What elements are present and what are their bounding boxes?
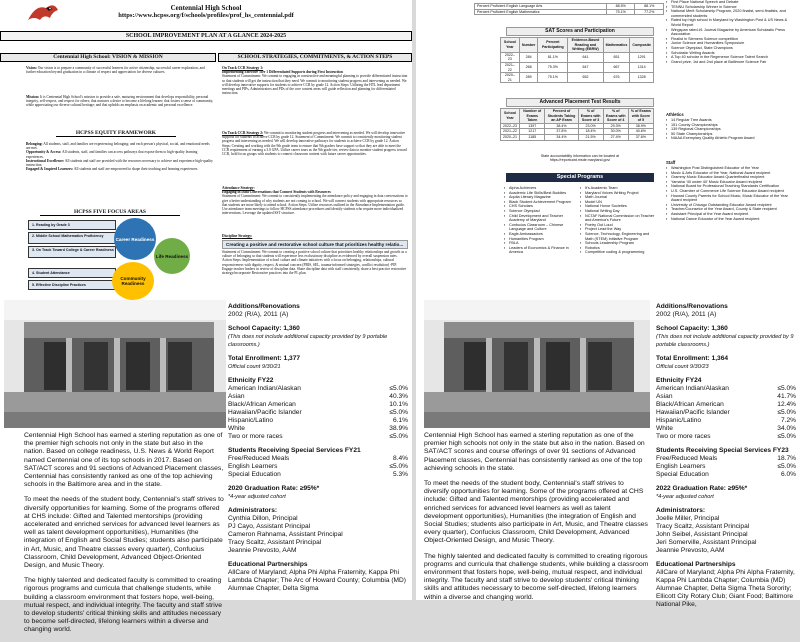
equity-framework-list: Belonging: All students, staff, and families are experiencing belonging; and each person's physical, social, and emotional needs are met. Opportunity & Access: All students, staff, and families can access pathways that expose them to high-quality learning experiences. Instructional Excellence: All students and staff are provided with the resources necessary to achieve and experience high-quality instruction. Engaged & Inspired Learners: All students and staff are empowered to shape their teaching and learning experiences. <box>26 142 213 172</box>
table-row: English Learners ≤5.0% <box>656 463 796 470</box>
ccr-strategy-1: On Track CCR Strategy 1: Implementing Effective Tier 1 Differentiated Supports during First Instruction Statement of Commitment: We commit to engaging in constructive and meaningful planning to provide differentiated instruction so that students will get the instruction that they need. We commit to monitoring student progress and intervening as needed. We will develop innovative supports for students to achieve CCR by grade 12. Action Steps: Utilizing the HTL lead department meetings and PIPs, Administrators and PDs of the core content areas will guide reflection and planning for differentiated instruction. <box>222 66 408 96</box>
list-item: ▪ National Merit Scholarship Program, 2020 finalist, semi-finalists, and commended students <box>666 9 798 18</box>
special-programs-title: Special Programs <box>506 173 654 182</box>
list-item: ▪ U.S. Chamber of Commerce Life Science Educator Award recipient <box>666 189 798 194</box>
table-row: White 38.9% <box>228 425 408 432</box>
list-item: ▪ NCTAF National Commission on Teacher and America's Future <box>580 214 656 223</box>
table-header-row: School Year Number of Exams Taken Percent of Students Taking an AP Exam % of Exams with Score of 3 % of Exams with Score of 4 % of Exams with Score of 5 <box>501 109 654 124</box>
table-row: 2020–21 289 75.1% 652 676 1328 <box>501 73 654 83</box>
list-item: ▪ Grammy Music Educator Award Quarterfinalist recipient <box>666 175 798 180</box>
school-description-newer: Centennial High School has earned a sterling reputation as one of the premier high schools not only in the state but also in the nation. Based on SAT/ACT scores and course offerings of over 91 sections of Advanced Placement classes, Centennial has consistently ranked as one of the top achieving schools in the state. To meet the needs of the student body, Centennial's staff strives to diversify opportunities for learning. Some of the programs offered at CHS include: Gifted and Talented mentorships (providing accelerated and enriched services for advanced level learners as well as talent development opportunities), Humanities (the integration of English and Social Studies; students also participate in Art, Music, and Theatre classes every quarter), Confucius Classroom, Child Development, Advanced Object-Oriented Design, and Music Theory. The highly talented and dedicated faculty is committed to creating rigorous programs and curricula that challenge students, while building a classroom environment that fosters hope, well-being, mutual respect, and individual integrity. The faculty and staff strive to develop students' critical thinking skills and attitudes necessary to become self-directed, lifelong learners within a diverse and changing world. <box>424 432 649 601</box>
list-item: ▪ 151 County Championships <box>666 123 798 128</box>
profile-url[interactable]: https://www.hcpss.org/f/schools/profiles/prof_hs_centennial.pdf <box>118 12 294 19</box>
list-item: ▪ Science Olympiad <box>504 209 578 214</box>
equity-framework-heading: HCPSS EQUITY FRAMEWORK <box>56 130 176 137</box>
list-item: ▪ Washington Post Distinguished Educator of the Year <box>666 166 798 171</box>
table-row: Hispanic/Latino 7.2% <box>656 417 796 424</box>
table-header-row: School Year Number Percent Participating Evidence-Based Reading and Writing (EBRW) Mathematics Composite <box>501 38 654 53</box>
list-item: ▪ Competitive coding & programming <box>580 250 656 255</box>
list-item: ▪ Wingspan rated #1 Journal Magazine by American Scholastic Press Association <box>666 28 798 37</box>
list-item: ▪ National Dance Educator of the Year Award recipient <box>666 217 798 222</box>
table-row: Free/Reduced Meals 8.4% <box>228 455 408 462</box>
table-row: 2022–23 284 81.1% 641 651 1291 <box>501 52 654 62</box>
list-item: ▪ Maryland Voices Writing Project <box>580 191 656 196</box>
table-row: Percent Proficient English Language Arts 88.5% 88.1% <box>475 4 664 10</box>
improvement-plan-page <box>0 0 412 300</box>
list-item: ▪ University of Chicago Outstanding Educator Award recipient <box>666 203 798 208</box>
list-item: ▪ Confucius Classroom – Chinese Language and Culture <box>504 223 578 232</box>
list-item: ▪ Aquila Literary Magazine <box>504 195 578 200</box>
focus-item: 3. On Track Toward College & Career Readiness <box>28 246 116 258</box>
awards-list <box>666 0 798 64</box>
school-name: Centennial High School <box>170 4 242 12</box>
athletics-label: Athletics <box>666 112 684 117</box>
ap-title: Advanced Placement Test Results <box>506 98 654 107</box>
plan-header <box>0 0 412 30</box>
school-building-photo <box>4 300 226 428</box>
school-profile-page-newer <box>416 300 800 608</box>
list-item: ▪ A Top 40 scholar in the Regeneron Science Talent Search <box>666 55 798 60</box>
strategies-header: SCHOOL STRATEGIES, COMMITMENTS, & ACTION STEPS <box>218 53 412 62</box>
career-readiness-circle: Career Readiness <box>114 218 156 260</box>
focus-item: 1. Reading by Grade 3 <box>28 220 116 230</box>
list-item: ▪ Science Olympiad, State Champions <box>666 46 798 51</box>
table-row: American Indian/Alaskan ≤5.0% <box>656 385 796 392</box>
school-building-photo <box>424 300 650 428</box>
list-item: ▪ Assistant Principal of the Year Award recipient <box>666 212 798 217</box>
list-item: ▪ National Board for Professional Teaching Standards Certification <box>666 184 798 189</box>
table-row: 2022–23 1397 38.4% 23.0% 29.3% 38.9% <box>501 123 654 129</box>
list-item: ▪ Yamaha ‘40 under 40’ Music Educator Award recipient <box>666 180 798 185</box>
school-description-older: Centennial High School has earned a sterling reputation as one of the premier high schools not only in the state but also in the nation. Based on college readiness, U.S. News & World Report named Centennial one of its top schools in 2017. Based on SAT/ACT scores and 91 sections of Advanced Placement classes, Centennial has consistently ranked as one of the top achieving schools in the Baltimore area and in the state. To meet the needs of the student body, Centennial's staff strives to diversify opportunities for learning. Some of the programs offered at CHS include: Gifted and Talented mentorships (providing accelerated and enriched services for advanced level learners as well as talent development opportunities), Humanities (the integration of English and Social Studies; students also participate in Art, Music, and Theatre classes every quarter), Confucius Classroom, Child Development, Advanced Object-Oriented Design, and Music Theory. The highly talented and dedicated faculty is committed to creating rigorous programs and curricula that challenge students, while building a classroom environment that fosters hope, well-being, mutual respect, and individual integrity. The faculty and staff strive to develop students' critical thinking skills and attitudes necessary to become self-directed, lifelong learners within a diverse and changing world. <box>24 432 224 634</box>
table-row: Free/Reduced Meals 18.7% <box>656 455 796 462</box>
list-item: ▪ FBLA <box>504 241 578 246</box>
table-row: Asian 40.3% <box>228 393 408 400</box>
attendance-strategy: Attendance Strategy: Engaging in Data Conversations that Connect Students with Resources Statement of Commitment: We commit to consistently implementing the attendance policy and engaging in data conversations to give a better understanding of why students are not coming to school. We will connect students with appropriate resources so that students are more likely to attend school. Action Steps: Utilize resources outlined in the Attendance Implementation guide. Use attendance team meetings to follow HCPSS attendance procedures and identify students who require more individualized interventions. Leverage the updated SST structure. <box>222 186 408 216</box>
list-item: ▪ Teacher/Counselor of the Year Award, County & State recipient <box>666 207 798 212</box>
list-item: ▪ Model UN <box>580 200 656 205</box>
staff-label: Staff <box>666 160 676 165</box>
table-row: Hawaiian/Pacific Islander ≤5.0% <box>228 409 408 416</box>
sat-title: SAT Scores and Participation <box>506 27 654 36</box>
list-item: ▪ It's Academic Team <box>580 186 656 191</box>
discipline-strategy-title: Discipline Strategy: <box>222 234 253 238</box>
vision-mission-header: Centennial High School: VISION & MISSION <box>0 53 216 62</box>
school-stats-older: Additions/Renovations 2002 (R/A), 2011 (A) School Capacity: 1,360 (This does not include additional capacity provided by 9 portable classrooms.) Total Enrollment: 1,377 Official count 9/30/21 Ethnicity FY22 American Indian/Alaskan ≤5.0% Asian 40.3% Black/African American 10.1% Hawaiian/Pacific Islander ≤5.0% Hispanic/Latino 6.1% White 38.9% Two or more races ≤5.0% Students Receiving Special Services FY21 Free/Reduced Meals 8.4% English Learners ≤5.0% Special Education 5.3% 2020 Graduation Rate: ≥95%* *4-year adjusted cohort Administrators: Cynthia Dillon, Principal PJ Cayo, Assistant Principal Cameron Rahnama, Assistant Principal Tracy Scaltz, Assistant Principal Jeannie Prevosto, AAM Educational Partnerships AllCare of Maryland; Alpha Phi Alpha Fraternity, Kappa Phi Lambda Chapter; The Arc of Howard County; Columbia (MD) Alumnae Chapter, Delta Sigma <box>228 303 408 592</box>
list-item: ▪ Scholastic Writing Awards <box>666 51 798 56</box>
list-item: ▪ Robotics <box>580 246 656 251</box>
list-item: ▪ Academic Life Skills/Best Buddies <box>504 191 578 196</box>
list-item: ▪ Humanities Program <box>504 237 578 242</box>
profile-stats-page <box>416 0 800 300</box>
table-row: American Indian/Alaskan ≤5.0% <box>228 385 408 392</box>
athletics-list <box>666 118 798 141</box>
list-item: ▪ National Writing Day <box>580 209 656 214</box>
list-item: ▪ TENNU Scholarship Winner in Science <box>666 5 798 10</box>
list-item: ▪ Science, Technology, Engineering and Math (STEM) Initiative Program <box>580 232 656 241</box>
table-row: 2021–22 268 75.3% 647 667 1314 <box>501 62 654 72</box>
focus-item: 5. Effective Discipline Practices <box>28 280 116 290</box>
list-item: ▪ Music & Arts Educator of the Year, National Award recipient <box>666 171 798 176</box>
programs-list-right <box>580 186 656 255</box>
accountability-note[interactable]: State accountability information can be located at https://reportcard.msde.maryland.gov/ <box>540 154 620 163</box>
life-readiness-circle: Life Readiness <box>154 238 190 274</box>
table-row: Black/African American 10.1% <box>228 401 408 408</box>
table-row: Percent Proficient English Mathematics 75.1% 77.2% <box>475 9 664 15</box>
mission-text: Mission: It is Centennial High School's mission to provide a safe, nurturing environment that develops responsibility, personal integrity, self-respect, and respect for others; that nurtures a desire to become a lifelong learner; that fosters a sense of community, while appreciating our diverse cultural heritage; and that upholds an emphasis on academic and personal excellence. <box>26 95 214 108</box>
ccr-strategy-2: On Track CCR Strategy 2: We commit to monitoring student progress and intervening as needed. We will develop innovative supports for students to achieve CCR by grade 12. Statement of Commitment: We commit to consistently monitoring student progress and intervening as needed. We will develop innovative pathways for students to achieve CCR by grade 12. Action Steps: Creating and working with the 9th grade team to ensure that 9th graders have support so that they are able to meet the CCR requirement of earning a 3.0 GPA. Utilize career tours as the 9th grade tier, review data to monitor student progress toward CCR, hold focus groups with students to connect classroom content with future career opportunities. <box>222 131 407 157</box>
list-item: ▪ 50 State Championships <box>666 132 798 137</box>
table-row: Hispanic/Latino 6.1% <box>228 417 408 424</box>
list-item: ▪ Alpha Achievers <box>504 186 578 191</box>
list-item: ▪ Poetry Out Loud <box>580 223 656 228</box>
list-item: ▪ Howard County Parents for School Music, Music Educator of the Year Award recipient <box>666 194 798 203</box>
list-item: ▪ Child Development and Teacher Academy of Maryland <box>504 214 578 223</box>
plan-banner: SCHOOL IMPROVEMENT PLAN AT A GLANCE 2024-2025 <box>0 31 412 41</box>
proficiency-table <box>474 3 664 15</box>
list-item: ▪ CHS Scholars <box>504 204 578 209</box>
list-item: ▪ 14 Regular Tree Awards <box>666 118 798 123</box>
list-item: ▪ National Honor Societies <box>580 204 656 209</box>
list-item: ▪ Rated top high school in Maryland by Washington Post & US News & World Report <box>666 18 798 27</box>
table-row: Two or more races ≤5.0% <box>656 433 796 440</box>
table-row: 2021–22 1217 37.8% 18.4% 30.0% 40.6% <box>501 129 654 135</box>
sat-table <box>500 37 654 83</box>
table-row: Asian 41.7% <box>656 393 796 400</box>
table-row: English Learners ≤5.0% <box>228 463 408 470</box>
focus-item: 4. Student Attendance <box>28 268 116 278</box>
staff-list <box>666 166 798 221</box>
list-item: ▪ Junior Science and Humanities Symposium <box>666 41 798 46</box>
list-item: ▪ Schools Leadership Program <box>580 241 656 246</box>
discipline-strategy-body: Statement of Commitment: We commit to creating a positive school culture that prioritizes healthy relationships and growth as a culture of belonging so that students will experience less exclusionary discipline as evidenced by overall suspension rates. Action Steps: Implementation of school culture and climate initiatives with a focus on belonging, relationships, cultural responsiveness with dignity, respect, & mutual concern (PBIS, SEL, trauma-informed strategies, conflict resolution) -PIP. Engage teacher leaders in review of discipline data. Share discipline data with staff consistently, share a best practice restorative strategy/incorporate Restorative practices into the PL plan. <box>222 250 407 276</box>
list-item: ▪ Math Journal <box>580 195 656 200</box>
list-item: ▪ Grand prize, 1st and 2nd place at Baltimore Science Fair <box>666 60 798 65</box>
table-row: Black/African American 12.4% <box>656 401 796 408</box>
discipline-strategy-bar: Creating a positive and restorative school culture that prioritizes healthy relatio... <box>222 240 408 249</box>
list-item: ▪ NIAAA Exemplary Quality Athletic Program Award <box>666 136 798 141</box>
table-row: White 34.0% <box>656 425 796 432</box>
focus-areas-heading: HCPSS FIVE FOCUS AREAS <box>40 209 180 216</box>
table-row: Two or more races ≤5.0% <box>228 433 408 440</box>
table-row: Special Education 6.0% <box>656 471 796 478</box>
list-item: ▪ First Place National Speech and Debate <box>666 0 798 5</box>
community-readiness-circle: Community Readiness <box>112 262 154 300</box>
list-item: ▪ Black Student Achievement Program <box>504 200 578 205</box>
vision-text: Vision: Our vision is to prepare a community of successful learners for active citizenship, successful career exploration, and further education beyond graduation in a climate of respect and appreciation for diverse cultures. <box>26 66 205 75</box>
school-stats-newer: Additions/Renovations 2002 (R/A), 2011 (A) School Capacity: 1,360 (This does not include additional capacity provided by 9 portable classrooms.) Total Enrollment: 1,364 Official count 9/30/23 Ethnicity FY24 American Indian/Alaskan ≤5.0% Asian 41.7% Black/African American 12.4% Hawaiian/Pacific Islander ≤5.0% Hispanic/Latino 7.2% White 34.0% Two or more races ≤5.0% Students Receiving Special Services FY23 Free/Reduced Meals 18.7% English Learners ≤5.0% Special Education 6.0% 2022 Graduation Rate: ≥95%* *4-year adjusted cohort Administrators: Joelle Miller, Principal Tracy Scaltz, Assistant Principal John Seibel, Assistant Principal Jeri Somerville, Assistant Principal Jeannie Prevosto, AAM Educational Partnerships AllCare of Maryland; Alpha Phi Alpha Fraternity, Kappa Phi Lambda Chapter; Columbia (MD) Alumnae Chapter, Delta Sigma Theta Sorority; Ellicott City Rotary Club; Giant Food; Baltimore National Pike, <box>656 303 796 608</box>
list-item: ▪ Project Lead the Way <box>580 227 656 232</box>
programs-list-left <box>504 186 578 255</box>
list-item: ▪ Eagle Ambassadors <box>504 232 578 237</box>
list-item: ▪ Leaders of Economics & Finance in America <box>504 246 578 255</box>
ap-table <box>500 108 654 141</box>
school-profile-page-older <box>0 300 412 634</box>
table-row: Special Education 5.3% <box>228 471 408 478</box>
table-row: 2020–21 1185 34.4% 21.5% 27.4% 37.6% <box>501 134 654 140</box>
table-row: Hawaiian/Pacific Islander ≤5.0% <box>656 409 796 416</box>
list-item: ▪ 139 Regional Championships <box>666 127 798 132</box>
focus-item: 2. Middle School Mathematics Proficiency <box>28 232 116 244</box>
list-item: ▪ Finalist in Siemens Science competition <box>666 37 798 42</box>
